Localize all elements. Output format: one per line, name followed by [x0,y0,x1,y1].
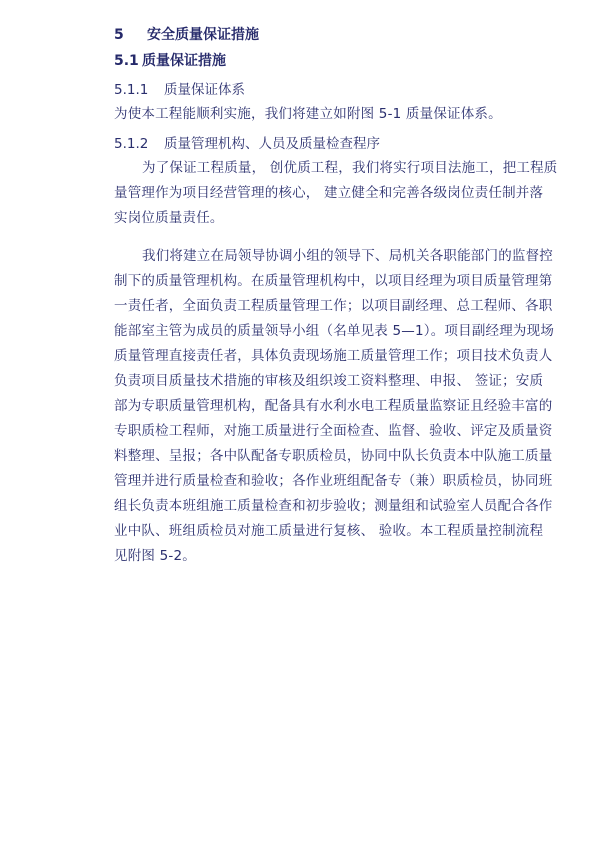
subsection-number: 5.1 [114,53,139,69]
paragraph-line: 质量管理直接责任者，具体负责现场施工质量管理工作；项目技术负责人 [114,348,553,364]
paragraph-line: 为了保证工程质量， 创优质工程，我们将实行项目法施工，把工程质 [142,160,558,176]
sub2-title: 质量管理机构、人员及质量检查程序 [164,136,380,152]
paragraph-line: 专职质检工程师，对施工质量进行全面检查、监督、验收、评定及质量资 [114,423,553,439]
paragraph-line: 管理并进行质量检查和验收；各作业班组配备专（兼）职质检员，协同班 [114,473,553,489]
paragraph-line: 料整理、呈报；各中队配备专职质检员，协同中队长负责本中队施工质量 [114,448,553,464]
paragraph-line: 部为专职质量管理机构，配备具有水利水电工程质量监察证且经验丰富的 [114,398,553,414]
sub1-number: 5.1.1 [114,82,149,98]
paragraph-line: 负责项目质量技术措施的审核及组织竣工资料整理、申报、 签证；安质 [114,373,544,389]
section-heading [114,24,259,44]
paragraph-line: 实岗位质量责任。 [114,210,224,226]
subsection-title: 质量保证措施 [142,53,226,69]
paragraph-line: 业中队、班组质检员对施工质量进行复核、 验收。本工程质量控制流程 [114,523,544,539]
paragraph-line: 制下的质量管理机构。在质量管理机构中，以项目经理为项目质量管理第 [114,273,553,289]
sub1-title: 质量保证体系 [164,82,245,98]
paragraph-line: 组长负责本班组施工质量检查和初步验收；测量组和试验室人员配合各作 [114,498,553,514]
subsection-heading [114,50,226,70]
paragraph-line: 一责任者，全面负责工程质量管理工作；以项目副经理、总工程师、各职 [114,298,553,314]
paragraph-line: 量管理作为项目经营管理的核心， 建立健全和完善各级岗位责任制并落 [114,185,544,201]
section-number: 5 [114,27,124,43]
section-title: 安全质量保证措施 [147,27,259,43]
paragraph-line: 见附图 5-2。 [114,548,196,564]
sub2-heading [114,132,380,152]
sub1-heading [114,78,245,98]
paragraph-line: 我们将建立在局领导协调小组的领导下、局机关各职能部门的监督控 [142,248,553,264]
paragraph-line: 能部室主管为成员的质量领导小组（名单见表 5—1）。项目副经理为现场 [114,323,555,339]
sub1-text: 为使本工程能顺利实施，我们将建立如附图 5-1 质量保证体系。 [114,106,502,122]
sub2-number: 5.1.2 [114,136,149,152]
